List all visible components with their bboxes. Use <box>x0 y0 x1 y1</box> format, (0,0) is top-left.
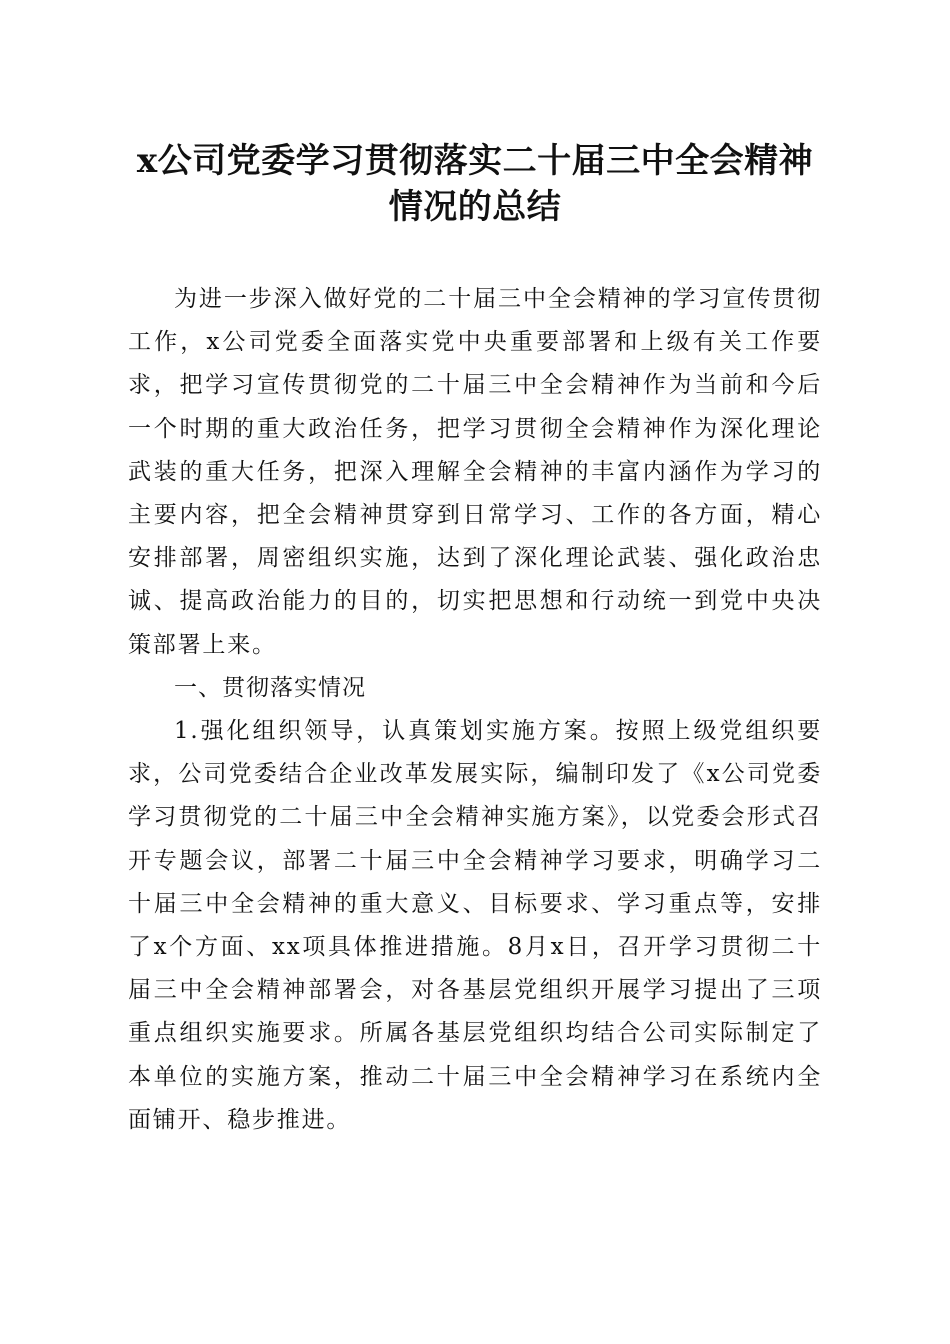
document-title <box>100 138 850 230</box>
intro-paragraph: 为进一步深入做好党的二十届三中全会精神的学习宣传贯彻工作，x公司党委全面落实党中央重要部署和上级有关工作要求，把学习宣传贯彻党的二十届三中全会精神作为当前和今后一个时期的重大政治任务，把学习贯彻全会精神作为深化理论武装的重大任务，把深入理解全会精神的丰富内涵作为学习的主要内容，把全会精神贯穿到日常学习、工作的各方面，精心安排部署，周密组织实施，达到了深化理论武装、强化政治忠诚、提高政治能力的目的，切实把思想和行动统一到党中央决策部署上来。 <box>128 286 822 658</box>
section-heading: 一、贯彻落实情况 <box>174 674 366 701</box>
title-line-1: x公司党委学习贯彻落实二十届三中全会精神 <box>136 141 814 181</box>
document-body <box>128 278 822 1142</box>
section-paragraph: 1.强化组织领导，认真策划实施方案。按照上级党组织要求，公司党委结合企业改革发展实际，编制印发了《x公司党委学习贯彻党的二十届三中全会精神实施方案》，以党委会形式召开专题会议，部署二十届三中全会精神学习要求，明确学习二十届三中全会精神的重大意义、目标要求、学习重点等，安排了x个方面、xx项具体推进措施。8月x日，召开学习贯彻二十届三中全会精神部署会，对各基层党组织开展学习提出了三项重点组织实施要求。所属各基层党组织均结合公司实际制定了本单位的实施方案，推动二十届三中全会精神学习在系统内全面铺开、稳步推进。 <box>128 718 822 1133</box>
title-line-2: 情况的总结 <box>388 187 562 227</box>
